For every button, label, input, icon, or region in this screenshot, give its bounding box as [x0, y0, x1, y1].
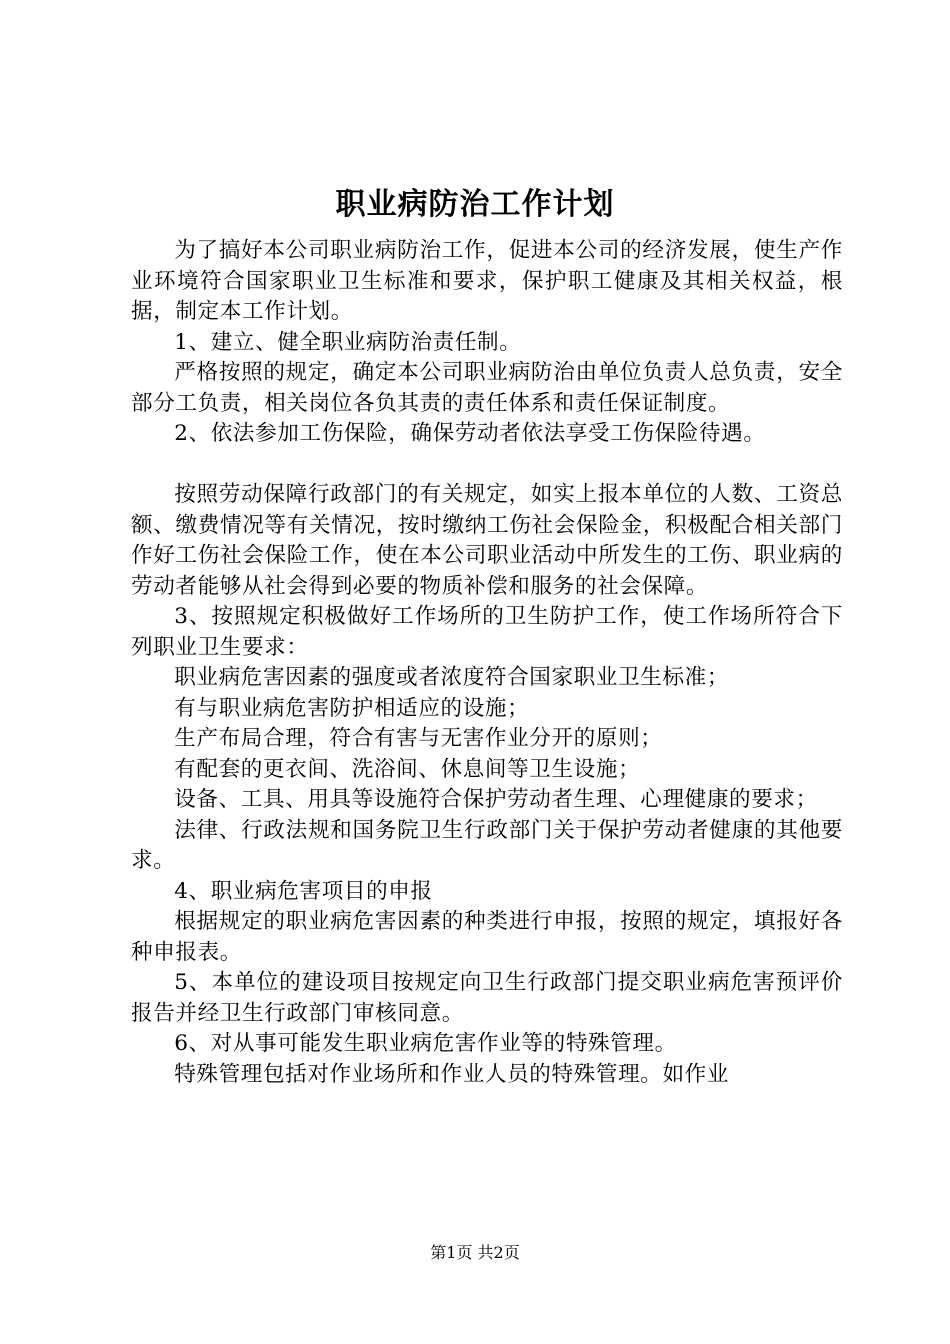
- section-heading-6: 6、对从事可能发生职业病危害作业等的特殊管理。: [174, 1031, 677, 1056]
- section-heading-3: 3、按照规定积极做好工作场所的卫生防护工作，使工作场所符合下列职业卫生要求：: [131, 604, 843, 660]
- section-heading-4: 4、职业病危害项目的申报: [174, 878, 433, 904]
- document-title: 职业病防治工作计划: [335, 187, 615, 222]
- requirement-item: 有配套的更衣间、洗浴间、休息间等卫生设施；: [174, 756, 641, 782]
- requirement-item: 设备、工具、用具等设施符合保护劳动者生理、心理健康的要求；: [174, 787, 818, 812]
- paragraph-intro: 为了搞好本公司职业病防治工作，促进本公司的经济发展，使生产作业环境符合国家职业卫生标准和要求，保护职工健康及其相关权益，根据，制定本工作计划。: [131, 238, 843, 324]
- requirement-item: 有与职业病危害防护相适应的设施；: [174, 695, 530, 721]
- requirement-item: 生产布局合理，符合有害与无害作业分开的原则；: [174, 726, 663, 751]
- paragraph-section-6: 特殊管理包括对作业场所和作业人员的特殊管理。如作业: [174, 1061, 730, 1087]
- section-heading-2: 2、依法参加工伤保险，确保劳动者依法享受工伤保险待遇。: [174, 421, 766, 446]
- paragraph-section-1: 严格按照的规定，确定本公司职业病防治由单位负责人总负责，安全部分工负责，相关岗位各负其责的责任体系和责任保证制度。: [131, 360, 843, 416]
- section-heading-5: 5、本单位的建设项目按规定向卫生行政部门提交职业病危害预评价报告并经卫生行政部门审核同意。: [131, 970, 843, 1026]
- requirement-item: 职业病危害因素的强度或者浓度符合国家职业卫生标准；: [174, 665, 730, 690]
- paragraph-section-4: 根据规定的职业病危害因素的种类进行申报，按照的规定，填报好各种申报表。: [131, 909, 843, 965]
- page-footer: 第1页 共2页: [430, 1243, 520, 1262]
- paragraph-section-2: 按照劳动保障行政部门的有关规定，如实上报本单位的人数、工资总额、缴费情况等有关情况，按时缴纳工伤社会保险金，积极配合相关部门作好工伤社会保险工作，使在本公司职业活动中所发生的工伤、职业病的劳动者能够从社会得到必要的物质补偿和服务的社会保障。: [131, 482, 843, 599]
- requirement-item: 法律、行政法规和国务院卫生行政部门关于保护劳动者健康的其他要求。: [131, 817, 843, 873]
- section-heading-1: 1、建立、健全职业病防治责任制。: [174, 329, 522, 355]
- document-body: [131, 236, 843, 1090]
